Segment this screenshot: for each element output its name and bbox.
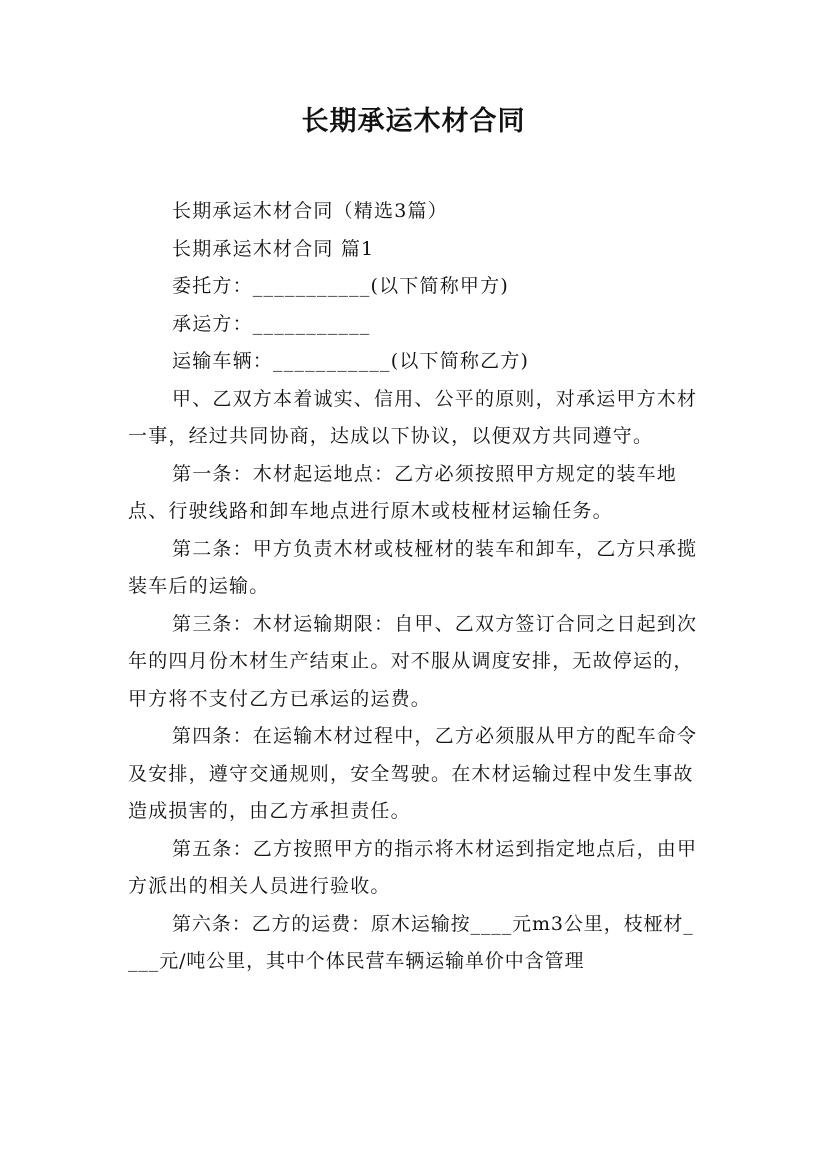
paragraph-vehicle: 运输车辆：___________(以下简称乙方) bbox=[172, 350, 530, 372]
paragraph-section-heading: 长期承运木材合同 篇1 bbox=[172, 237, 375, 260]
paragraph-preamble: 甲、乙双方本着诚实、信用、公平的原则，对承运甲方木材一事，经过共同协商，达成以下协议，以便双方共同遵守。 bbox=[128, 387, 698, 447]
document-body bbox=[128, 193, 703, 981]
document-title: 长期承运木材合同 bbox=[301, 106, 526, 137]
paragraph-article-1: 第一条：木材起运地点：乙方必须按照甲方规定的装车地点、行驶线路和卸车地点进行原木或枝桠材运输任务。 bbox=[128, 462, 678, 522]
paragraph-article-5: 第五条：乙方按照甲方的指示将木材运到指定地点后，由甲方派出的相关人员进行验收。 bbox=[128, 837, 698, 897]
paragraph-article-4: 第四条：在运输木材过程中，乙方必须服从甲方的配车命令及安排，遵守交通规则，安全驾驶。在木材运输过程中发生事故造成损害的，由乙方承担责任。 bbox=[128, 725, 698, 822]
paragraph-article-2: 第二条：甲方负责木材或枝桠材的装车和卸车，乙方只承揽装车后的运输。 bbox=[128, 537, 698, 597]
paragraph-subtitle: 长期承运木材合同（精选3篇） bbox=[172, 200, 448, 222]
paragraph-article-3: 第三条：木材运输期限：自甲、乙双方签订合同之日起到次年的四月份木材生产结束止。对不服从调度安排，无故停运的，甲方将不支付乙方已承运的运费。 bbox=[128, 612, 698, 710]
paragraph-client: 委托方：___________(以下简称甲方) bbox=[172, 275, 509, 297]
paragraph-article-6: 第六条：乙方的运费：原木运输按____元m3公里，枝桠材____元/吨公里，其中个体民营车辆运输单价中含管理 bbox=[128, 912, 694, 972]
paragraph-carrier: 承运方：___________ bbox=[172, 312, 371, 335]
